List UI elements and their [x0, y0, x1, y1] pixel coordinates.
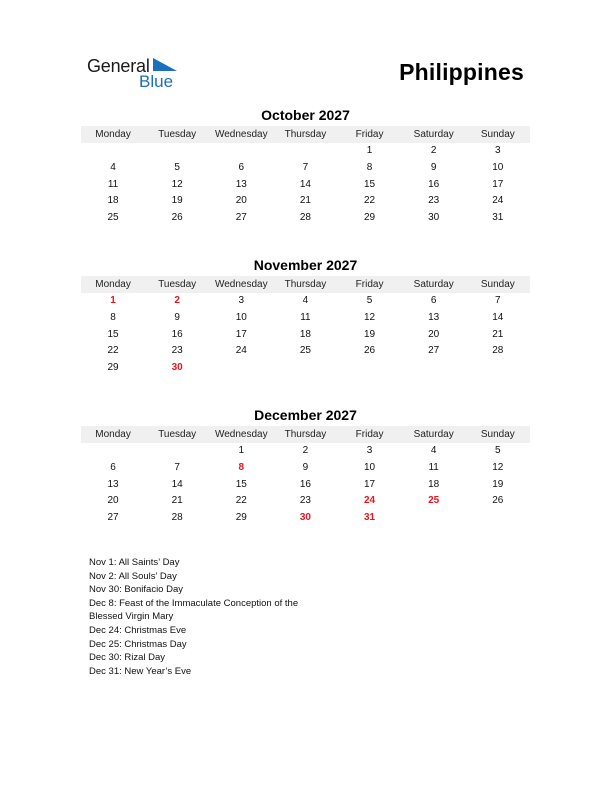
day-cell: 10 [492, 161, 504, 173]
day-cell: 24 [235, 345, 247, 357]
week-row [81, 510, 530, 527]
day-cell: 7 [174, 461, 180, 473]
day-cell [209, 143, 273, 160]
day-cell: 6 [430, 295, 437, 306]
day-cell: 1 [238, 445, 245, 456]
day-cell: 3 [495, 145, 501, 156]
day-cell: 5 [174, 161, 180, 173]
day-cell: 4 [302, 295, 309, 306]
day-cell: 10 [235, 311, 247, 323]
day-cell: 7 [495, 295, 501, 306]
holiday-date: 24 [364, 495, 376, 507]
weekday-label: Thursday [284, 129, 327, 140]
day-cell [145, 443, 209, 460]
weekday-label: Sunday [480, 129, 515, 140]
day-cell: 5 [495, 445, 501, 456]
day-cell: 27 [428, 345, 440, 357]
week-row [81, 493, 530, 510]
day-cell: 17 [492, 178, 504, 190]
day-cell: 5 [366, 295, 373, 306]
weekday-label: Saturday [413, 279, 454, 290]
weekday-label: Wednesday [214, 129, 268, 140]
day-cell: 20 [428, 328, 440, 340]
holiday-list [89, 556, 298, 678]
weekday-header-row [81, 126, 530, 143]
day-cell [402, 360, 466, 377]
month-title: November 2027 [253, 257, 358, 273]
day-cell: 29 [364, 212, 376, 224]
week-row [81, 160, 530, 177]
day-cell: 29 [235, 512, 247, 524]
day-cell: 11 [300, 311, 311, 323]
day-cell: 26 [171, 212, 183, 224]
day-cell: 14 [492, 311, 504, 323]
weekday-label: Sunday [480, 279, 515, 290]
week-row [81, 210, 530, 227]
day-cell: 2 [430, 145, 437, 156]
generalblue-logo [87, 56, 187, 92]
day-cell: 2 [302, 445, 309, 456]
day-cell: 4 [110, 161, 116, 173]
weekday-label: Thursday [284, 429, 327, 440]
day-cell: 22 [107, 345, 119, 357]
week-row [81, 193, 530, 210]
week-row [81, 443, 530, 460]
holiday-date: 2 [174, 295, 180, 306]
day-cell: 9 [430, 161, 437, 173]
week-row [81, 360, 530, 377]
day-cell: 27 [107, 512, 119, 524]
weekday-label: Friday [355, 429, 384, 440]
day-cell: 18 [428, 478, 440, 490]
day-cell: 12 [171, 178, 183, 190]
weekday-header-row [81, 426, 530, 443]
week-row [81, 293, 530, 310]
holiday-date: 31 [364, 512, 376, 524]
day-cell: 17 [364, 478, 376, 490]
day-cell [273, 143, 337, 160]
day-cell: 19 [171, 195, 183, 207]
day-cell: 30 [428, 212, 440, 224]
day-cell: 25 [299, 345, 311, 357]
month-calendar-december [81, 406, 530, 527]
day-cell: 6 [110, 461, 116, 473]
day-cell: 21 [299, 195, 311, 207]
day-cell: 31 [492, 212, 504, 224]
weekday-label: Tuesday [158, 279, 197, 290]
day-cell: 26 [492, 495, 504, 507]
weekday-label: Saturday [413, 129, 454, 140]
weekday-label: Friday [355, 129, 384, 140]
day-cell: 20 [107, 495, 119, 507]
week-row [81, 327, 530, 344]
holiday-date: 25 [428, 495, 440, 507]
holiday-list-item: Dec 8: Feast of the Immaculate Conception of the [89, 597, 299, 609]
holiday-date: 8 [238, 461, 245, 473]
country-title: Philippines [399, 59, 524, 85]
day-cell: 22 [364, 195, 376, 207]
month-calendar-october [81, 106, 530, 227]
holiday-list-item: Nov 1: All Saints’ Day [89, 557, 180, 568]
weekday-label: Monday [95, 279, 131, 290]
day-cell: 25 [107, 212, 119, 224]
day-cell: 13 [235, 178, 247, 190]
weekday-label: Tuesday [158, 129, 197, 140]
day-cell: 6 [238, 161, 245, 173]
day-cell: 23 [299, 495, 311, 507]
holiday-list-item: Blessed Virgin Mary [89, 611, 174, 623]
weekday-label: Thursday [284, 279, 327, 290]
day-cell: 12 [364, 311, 376, 323]
day-cell: 11 [107, 178, 119, 190]
day-cell: 15 [364, 178, 376, 190]
week-row [81, 310, 530, 327]
logo-text-general: General [87, 56, 150, 76]
holiday-list-item: Dec 25: Christmas Day [89, 638, 187, 650]
day-cell: 23 [428, 195, 440, 207]
day-cell: 23 [171, 345, 183, 357]
day-cell [81, 143, 145, 160]
holiday-date: 30 [171, 362, 183, 374]
day-cell: 12 [492, 461, 504, 473]
day-cell: 16 [299, 478, 311, 490]
weekday-label: Monday [95, 129, 131, 140]
day-cell: 8 [366, 161, 373, 173]
holiday-list-item: Nov 30: Bonifacio Day [89, 584, 183, 596]
weekday-label: Monday [95, 429, 131, 440]
day-cell [338, 360, 402, 377]
weekday-label: Saturday [413, 429, 454, 440]
day-cell: 19 [364, 328, 376, 340]
day-cell: 14 [171, 478, 183, 490]
day-cell: 18 [299, 328, 311, 340]
month-title: October 2027 [261, 107, 350, 123]
week-row [81, 343, 530, 360]
weekday-label: Tuesday [158, 429, 197, 440]
holiday-list-item: Dec 24: Christmas Eve [89, 624, 187, 636]
weekday-label: Wednesday [214, 279, 268, 290]
day-cell: 22 [235, 495, 247, 507]
day-cell: 14 [299, 178, 311, 190]
day-cell: 24 [492, 195, 504, 207]
day-cell [466, 360, 530, 377]
day-cell: 19 [492, 478, 504, 490]
day-cell: 3 [366, 445, 373, 456]
month-calendar-november [81, 256, 530, 377]
day-cell [209, 360, 273, 377]
day-cell: 11 [428, 461, 439, 473]
day-cell: 9 [174, 311, 180, 323]
day-cell: 13 [428, 311, 440, 323]
day-cell: 1 [366, 145, 373, 156]
logo-triangle-icon [149, 58, 177, 72]
weekday-label: Friday [355, 279, 384, 290]
day-cell: 4 [430, 445, 437, 456]
day-cell: 20 [235, 195, 247, 207]
day-cell [402, 510, 466, 527]
day-cell: 15 [235, 478, 247, 490]
week-row [81, 177, 530, 194]
day-cell: 21 [492, 328, 504, 340]
day-cell: 10 [364, 461, 376, 473]
holiday-date: 1 [110, 295, 116, 306]
weekday-label: Sunday [480, 429, 515, 440]
day-cell [273, 360, 337, 377]
day-cell: 29 [107, 362, 119, 374]
weekday-label: Wednesday [214, 429, 268, 440]
week-row [81, 460, 530, 477]
day-cell: 28 [492, 345, 504, 357]
day-cell [145, 143, 209, 160]
day-cell: 9 [302, 461, 309, 473]
day-cell: 28 [299, 212, 311, 224]
day-cell: 16 [428, 178, 440, 190]
day-cell: 21 [171, 495, 183, 507]
week-row [81, 143, 530, 160]
holiday-list-item: Dec 31: New Year’s Eve [89, 665, 192, 677]
day-cell: 18 [107, 195, 119, 207]
logo-text-blue: Blue [139, 72, 174, 91]
month-title: December 2027 [254, 407, 357, 423]
day-cell [466, 510, 530, 527]
day-cell: 28 [171, 512, 183, 524]
weekday-header-row [81, 276, 530, 293]
day-cell: 13 [107, 478, 119, 490]
day-cell [81, 443, 145, 460]
day-cell: 16 [171, 328, 183, 340]
holiday-date: 30 [299, 512, 311, 524]
holiday-list-item: Nov 2: All Souls’ Day [89, 570, 177, 582]
day-cell: 7 [302, 161, 309, 173]
day-cell: 27 [235, 212, 247, 224]
week-row [81, 477, 530, 494]
day-cell: 8 [110, 311, 116, 323]
day-cell: 3 [238, 295, 245, 306]
day-cell: 17 [235, 328, 247, 340]
day-cell: 26 [364, 345, 376, 357]
holiday-list-item: Dec 30: Rizal Day [89, 652, 166, 664]
day-cell: 15 [107, 328, 119, 340]
